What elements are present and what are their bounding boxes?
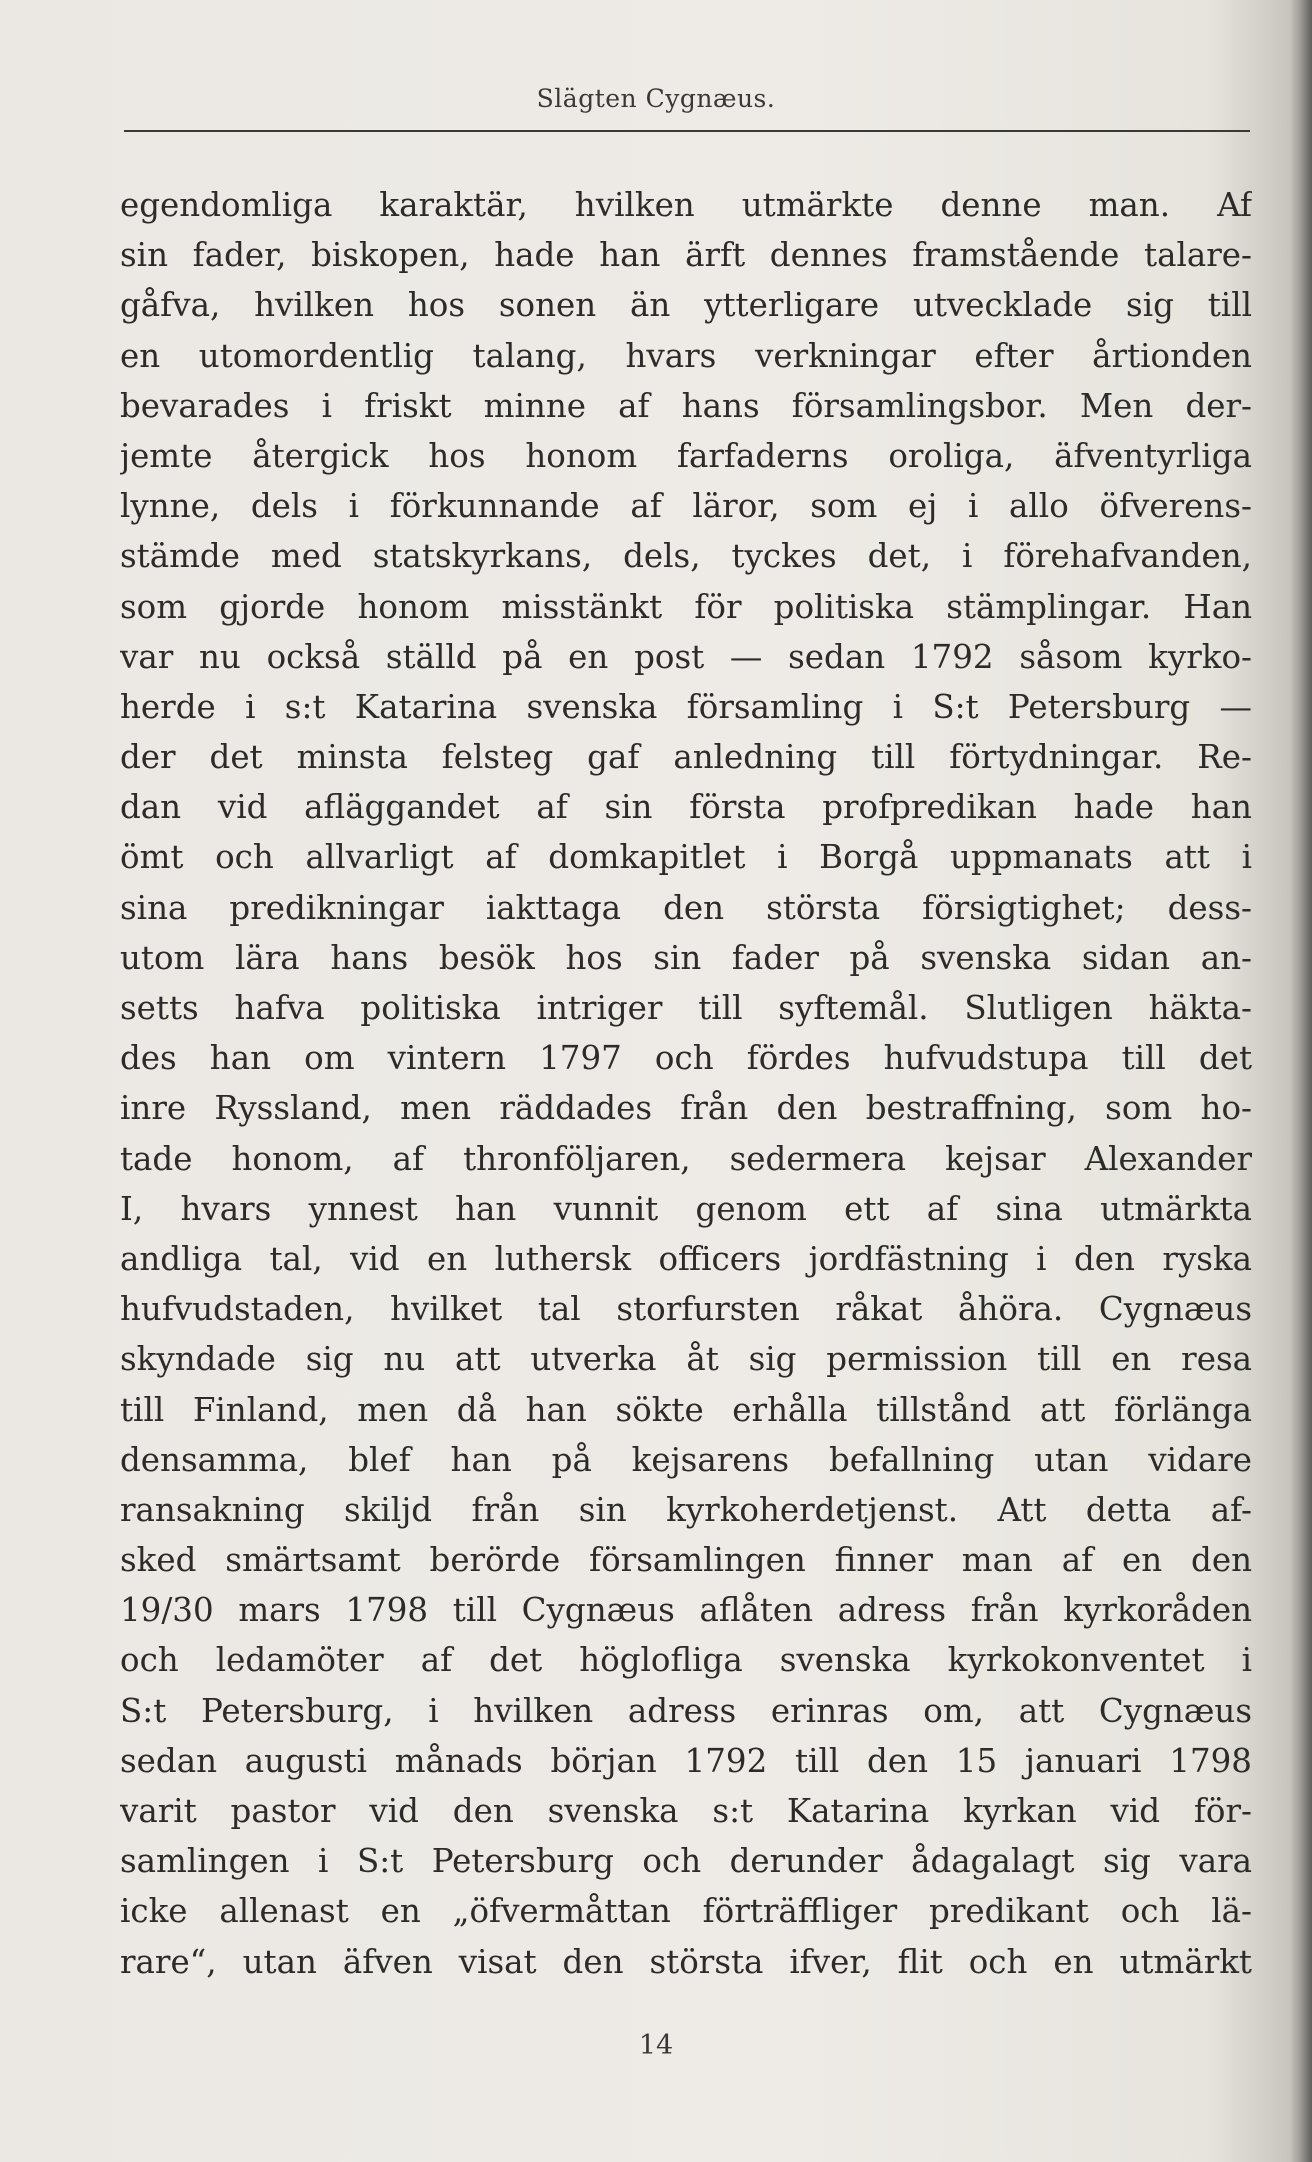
text-line: inre Ryssland, men räddades från den bestraffning, som ho- [120,1089,1252,1128]
text-line: och ledamöter af det högloﬂiga svenska kyrkokonventet i [120,1641,1252,1680]
text-line: herde i s:t Katarina svenska församling i S:t Petersburg — [120,687,1252,726]
text-line: densamma, blef han på kejsarens befallning utan vidare [120,1440,1252,1479]
text-line: hufvudstaden, hvilket tal storfursten råkat åhöra. Cygnæus [120,1290,1252,1329]
text-line: setts hafva politiska intriger till syftemål. Slutligen häkta- [120,989,1252,1027]
text-line: varit pastor vid den svenska s:t Katarina kyrkan vid för- [120,1792,1252,1830]
text-line: till Finland, men då han sökte erhålla tillstånd att förlänga [120,1390,1252,1429]
text-line: rare“, utan äfven visat den största ifver, flit och en utmärkt [120,1942,1252,1981]
text-line: sin fader, biskopen, hade han ärft dennes framstående talare- [120,236,1252,275]
text-line: andliga tal, vid en luthersk officers jordfästning i den ryska [120,1239,1252,1278]
text-line: des han om vintern 1797 och fördes hufvudstupa till det [120,1039,1252,1078]
text-line: sina predikningar iakttaga den största försigtighet; dess- [120,888,1252,927]
text-line: gåfva, hvilken hos sonen än ytterligare utvecklade sig till [120,286,1252,325]
text-line: ransakning skiljd från sin kyrkoherdetjenst. Att detta af- [120,1490,1252,1529]
text-line: der det minsta felsteg gaf anledning till förtydningar. Re- [120,738,1252,777]
text-line: var nu också ställd på en post — sedan 1792 såsom kyrko- [120,637,1252,676]
text-line: utom lära hans besök hos sin fader på svenska sidan an- [120,938,1252,977]
body-text [120,180,1252,1987]
text-line: I, hvars ynnest han vunnit genom ett af sina utmärkta [120,1189,1252,1228]
text-line: stämde med statskyrkans, dels, tyckes det, i förehafvanden, [120,537,1252,576]
text-line: bevarades i friskt minne af hans församlingsbor. Men der- [120,386,1252,425]
text-line: egendomliga karaktär, hvilken utmärkte denne man. Af [120,186,1252,224]
text-line: S:t Petersburg, i hvilken adress erinras om, att Cygnæus [120,1691,1252,1730]
page-number: 14 [638,2030,674,2061]
text-line: en utomordentlig talang, hvars verkningar efter årtionden [120,336,1252,375]
header-rule [124,130,1250,132]
text-line: sked smärtsamt berörde församlingen finner man af en den [120,1541,1252,1580]
text-line: som gjorde honom misstänkt för politiska stämplingar. Han [120,587,1252,626]
text-line: dan vid afläggandet af sin första profpredikan hade han [120,788,1252,827]
text-line: samlingen i S:t Petersburg och derunder ådagalagt sig vara [120,1842,1252,1881]
text-line: jemte återgick hos honom farfaderns oroliga, äfventyrliga [120,436,1252,475]
text-line: ömt och allvarligt af domkapitlet i Borgå uppmanats att i [120,838,1252,877]
page-edge-shadow [1290,0,1312,2162]
text-line: 19/30 mars 1798 till Cygnæus aflåten adress från kyrkoråden [120,1591,1252,1630]
text-line: icke allenast en „öfvermåttan förträffliger predikant och lä- [120,1892,1252,1931]
text-line: skyndade sig nu att utverka åt sig permission till en resa [120,1340,1252,1379]
text-line: lynne, dels i förkunnande af läror, som ej i allo öfverens- [120,487,1252,526]
running-title: Slägten Cygnæus. [536,84,776,113]
text-line: sedan augusti månads början 1792 till den 15 januari 1798 [120,1741,1252,1780]
text-line: tade honom, af thronföljaren, sedermera kejsar Alexander [120,1139,1252,1178]
